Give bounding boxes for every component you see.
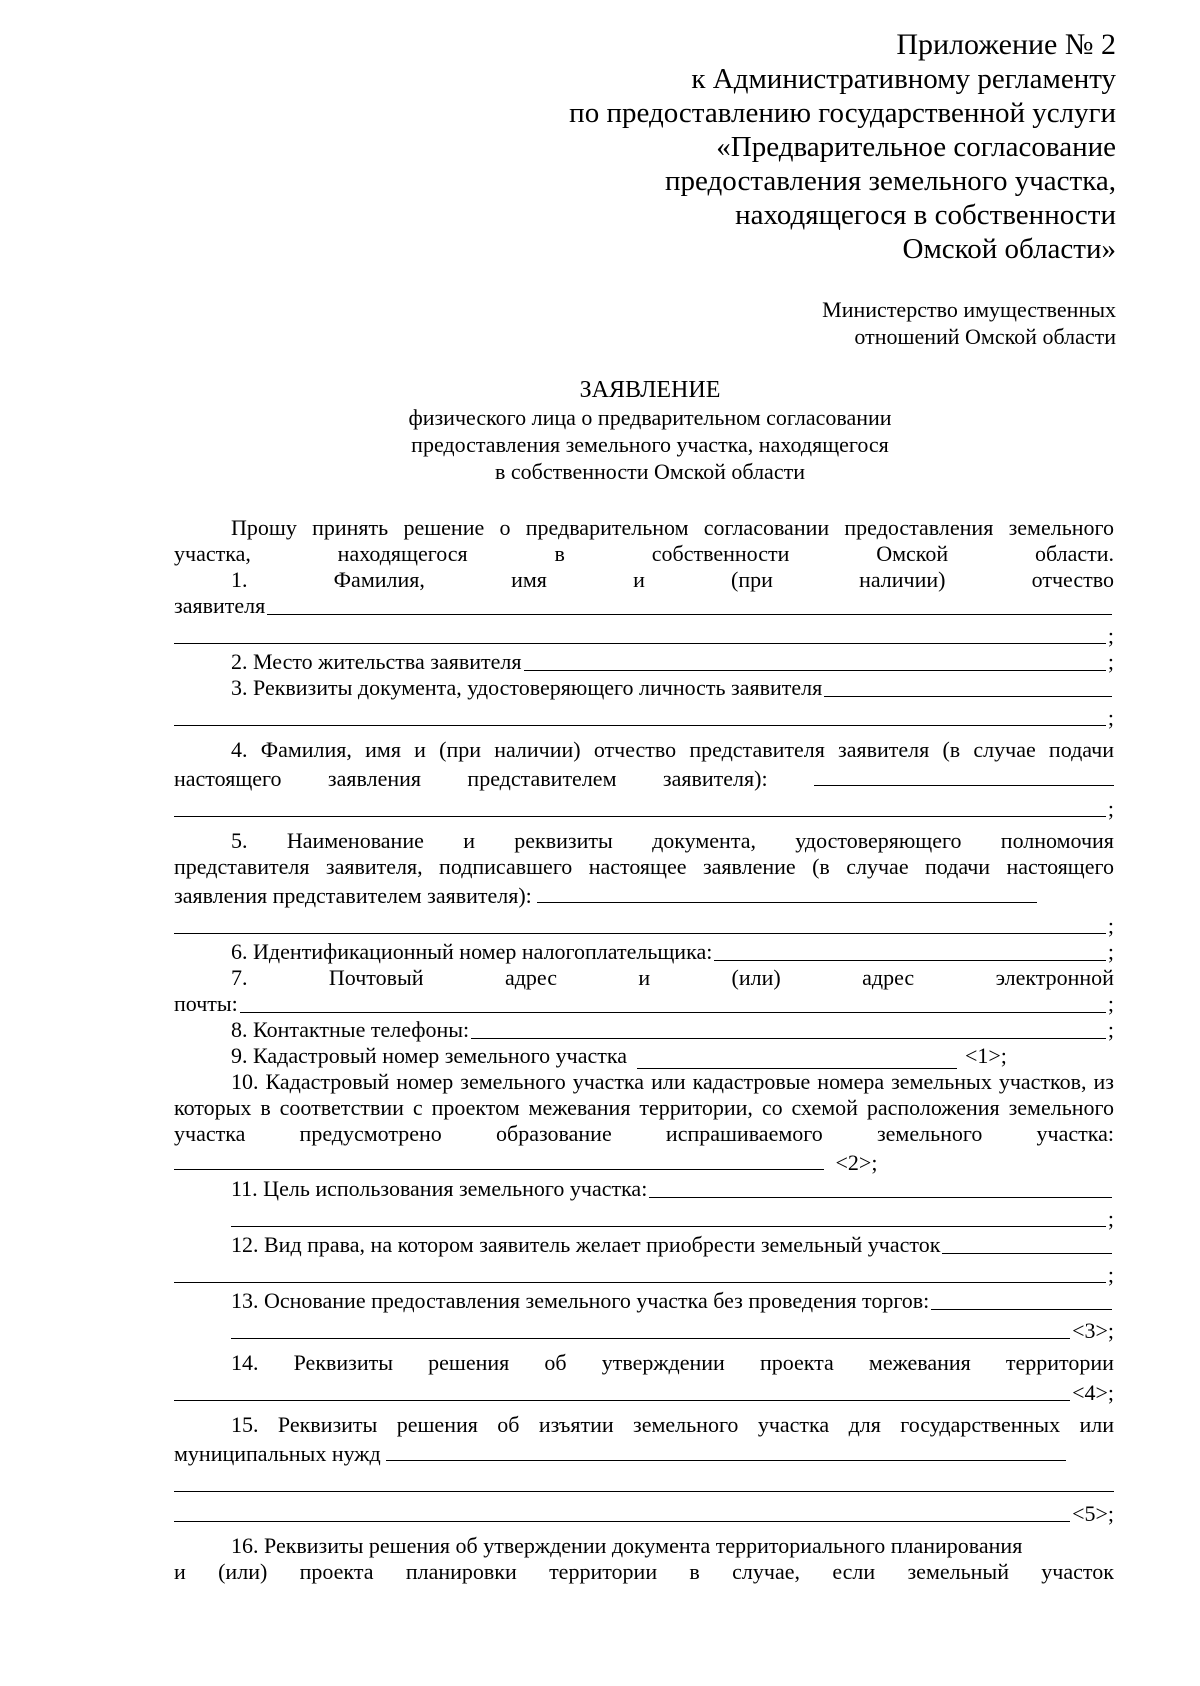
word: 14. <box>231 1350 259 1375</box>
item-13-field <box>174 1288 1114 1314</box>
word: имя <box>511 567 547 592</box>
title-heading: ЗАЯВЛЕНИЕ <box>579 377 721 403</box>
cadastral-number-input[interactable] <box>637 1046 957 1069</box>
word: межевания <box>868 1350 971 1375</box>
word: (или) <box>218 1559 268 1584</box>
seizure-decision-input[interactable] <box>386 1438 1066 1461</box>
word: планировки <box>405 1559 517 1584</box>
representative-authority-input[interactable] <box>537 880 1037 903</box>
item-2-label: 2. Место жительства заявителя <box>231 649 522 674</box>
id-document-input[interactable] <box>824 675 1112 697</box>
residence-input[interactable] <box>524 649 1106 671</box>
document-title <box>0 376 1200 485</box>
item-7-field <box>174 991 1114 1017</box>
no-tender-basis-input-line2[interactable] <box>231 1338 1070 1339</box>
item-12-label: 12. Вид права, на котором заявитель желает приобрести земельный участок <box>231 1232 941 1257</box>
right-type-input[interactable] <box>942 1232 1112 1254</box>
word: документа, <box>652 828 756 853</box>
footnote-ref: <3>; <box>1072 1318 1114 1343</box>
form-body <box>174 515 1114 1585</box>
item-16-line2 <box>174 1559 1114 1585</box>
item-1-label: заявителя <box>174 593 266 618</box>
word: Фамилия, <box>333 567 425 592</box>
inn-input[interactable] <box>714 939 1106 961</box>
title-subtitle-line: в собственности Омской области <box>495 459 805 484</box>
word: наличии) <box>859 567 946 592</box>
semicolon: ; <box>1107 913 1114 938</box>
word: реквизиты <box>514 828 613 853</box>
no-tender-basis-input[interactable] <box>931 1288 1112 1310</box>
footnote-ref: <5>; <box>1072 1501 1114 1526</box>
item-13-label: 13. Основание предоставления земельного участка без проведения торгов: <box>231 1288 930 1313</box>
item-5-heading <box>174 828 1114 854</box>
item-3-field <box>174 675 1114 701</box>
semicolon: ; <box>1107 649 1114 674</box>
item-1-heading <box>174 567 1114 593</box>
item-6-label: 6. Идентификационный номер налогоплательщика: <box>231 939 713 964</box>
semicolon: ; <box>1107 991 1114 1016</box>
title-subtitle-line: предоставления земельного участка, находящегося <box>411 432 889 457</box>
item-11-field <box>174 1176 1114 1202</box>
semicolon: ; <box>1107 705 1114 730</box>
intro-paragraph: Прошу принять решение о предварительном согласовании предоставления земельного участка, находящегося в собственности Омской области. <box>174 515 1114 566</box>
footnote-ref: <1>; <box>964 1043 1007 1068</box>
seizure-decision-input-line3[interactable] <box>174 1521 1070 1522</box>
item-7-heading <box>174 965 1114 991</box>
item-4-label: 4. Фамилия, имя и (при наличии) отчество представителя заявителя (в случае подачи настоящего заявления представителем заявителя): <box>174 737 1114 791</box>
item-6-field <box>174 939 1114 965</box>
item-15-field-continued <box>174 1467 1114 1497</box>
item-7-label: почты: <box>174 991 238 1016</box>
item-3-field-continued <box>174 701 1114 731</box>
word: территории <box>549 1559 658 1584</box>
representative-name-input-line2[interactable] <box>174 816 1106 817</box>
semicolon: ; <box>1107 1206 1114 1231</box>
phone-input[interactable] <box>471 1017 1106 1039</box>
word: земельный <box>907 1559 1009 1584</box>
appendix-line: предоставления земельного участка, <box>664 165 1116 197</box>
word: (или) <box>731 965 781 990</box>
word: полномочия <box>1000 828 1114 853</box>
word: отчество <box>1031 567 1114 592</box>
postal-email-input[interactable] <box>240 991 1106 1013</box>
item-11-label: 11. Цель использования земельного участка: <box>231 1176 648 1201</box>
representative-authority-input-line2[interactable] <box>174 933 1106 934</box>
word: и <box>174 1559 186 1584</box>
item-1-field <box>174 593 1114 619</box>
appendix-line: находящегося в собственности <box>735 199 1116 231</box>
word: Реквизиты <box>293 1350 394 1375</box>
addressee-line: Министерство имущественных <box>822 297 1116 322</box>
semicolon: ; <box>1107 623 1114 648</box>
word: если <box>832 1559 876 1584</box>
word: адрес <box>504 965 557 990</box>
word: и <box>463 828 475 853</box>
semicolon: ; <box>1107 939 1114 964</box>
appendix-line: Омской области» <box>902 233 1116 265</box>
item-3-label: 3. Реквизиты документа, удостоверяющего личность заявителя <box>231 675 823 700</box>
seizure-decision-input-line2[interactable] <box>174 1491 1114 1492</box>
word: и <box>638 965 651 990</box>
word: адрес <box>862 965 915 990</box>
item-16-line1: 16. Реквизиты решения об утверждении документа территориального планирования <box>231 1533 1023 1558</box>
right-type-input-line2[interactable] <box>174 1282 1106 1283</box>
item-8-label: 8. Контактные телефоны: <box>231 1017 470 1042</box>
land-use-purpose-input-line2[interactable] <box>231 1226 1106 1227</box>
word: случае, <box>732 1559 800 1584</box>
item-8-field <box>174 1017 1114 1043</box>
land-use-purpose-input[interactable] <box>649 1176 1112 1198</box>
item-14-heading <box>174 1350 1114 1376</box>
word: Почтовый <box>328 965 424 990</box>
appendix-line: к Административному регламенту <box>691 63 1116 95</box>
applicant-name-input-line2[interactable] <box>174 643 1106 644</box>
semicolon: ; <box>1107 796 1114 821</box>
item-15-field-continued <box>174 1497 1114 1527</box>
item-10-label: 10. Кадастровый номер земельного участка или кадастровые номера земельных участков, из которых в соответствии с проектом межевания территории, со схемой расположения земельного участка предусмотрено образование испрашиваемого земельного участка: <2>; <box>174 1069 1114 1175</box>
word: проекта <box>759 1350 834 1375</box>
addressee <box>822 296 1116 350</box>
item-9-label: 9. Кадастровый номер земельного участка <box>231 1043 627 1068</box>
word: (при <box>731 567 773 592</box>
footnote-ref: <4>; <box>1072 1380 1114 1405</box>
representative-name-input[interactable] <box>814 763 1114 786</box>
item-13-field-continued <box>174 1314 1114 1344</box>
word: 7. <box>231 965 248 990</box>
survey-project-decision-input[interactable] <box>174 1400 1070 1401</box>
word: утверждении <box>601 1350 725 1375</box>
item-14-field <box>174 1376 1114 1406</box>
cadastral-numbers-input[interactable] <box>174 1147 824 1170</box>
word: и <box>633 567 645 592</box>
addressee-line: отношений Омской области <box>854 324 1116 349</box>
word: проекта <box>299 1559 374 1584</box>
item-11-field-continued <box>174 1202 1114 1232</box>
word: электронной <box>995 965 1114 990</box>
appendix-line: по предоставлению государственной услуги <box>569 97 1116 129</box>
item-1-field-continued <box>174 619 1114 649</box>
item-5-field-continued <box>174 909 1114 939</box>
word: об <box>544 1350 567 1375</box>
id-document-input-line2[interactable] <box>174 725 1106 726</box>
item-12-field <box>174 1232 1114 1258</box>
word: решения <box>428 1350 510 1375</box>
item-12-field-continued <box>174 1258 1114 1288</box>
item-4-field-continued <box>174 792 1114 822</box>
word: удостоверяющего <box>795 828 962 853</box>
word: в <box>689 1559 700 1584</box>
appendix-line: «Предварительное согласование <box>716 131 1116 163</box>
semicolon: ; <box>1107 1017 1114 1042</box>
item-5-label: представителя заявителя, подписавшего настоящее заявление (в случае подачи настоящего заявления представителем заявителя): <box>174 854 1114 908</box>
item-15-label: 15. Реквизиты решения об изъятии земельного участка для государственных или муниципальных нужд <box>174 1412 1114 1466</box>
word: территории <box>1005 1350 1114 1375</box>
applicant-name-input[interactable] <box>267 593 1112 615</box>
title-subtitle-line: физического лица о предварительном согласовании <box>408 405 892 430</box>
word: Наименование <box>286 828 424 853</box>
word: участок <box>1041 1559 1114 1584</box>
semicolon: ; <box>1107 1262 1114 1287</box>
footnote-ref: <2>; <box>835 1150 878 1175</box>
word: 1. <box>231 567 248 592</box>
appendix-line: Приложение № 2 <box>896 28 1116 61</box>
item-2-field <box>174 649 1114 675</box>
appendix-header <box>569 28 1116 266</box>
item-9-field <box>174 1043 1114 1069</box>
word: 5. <box>231 828 248 853</box>
